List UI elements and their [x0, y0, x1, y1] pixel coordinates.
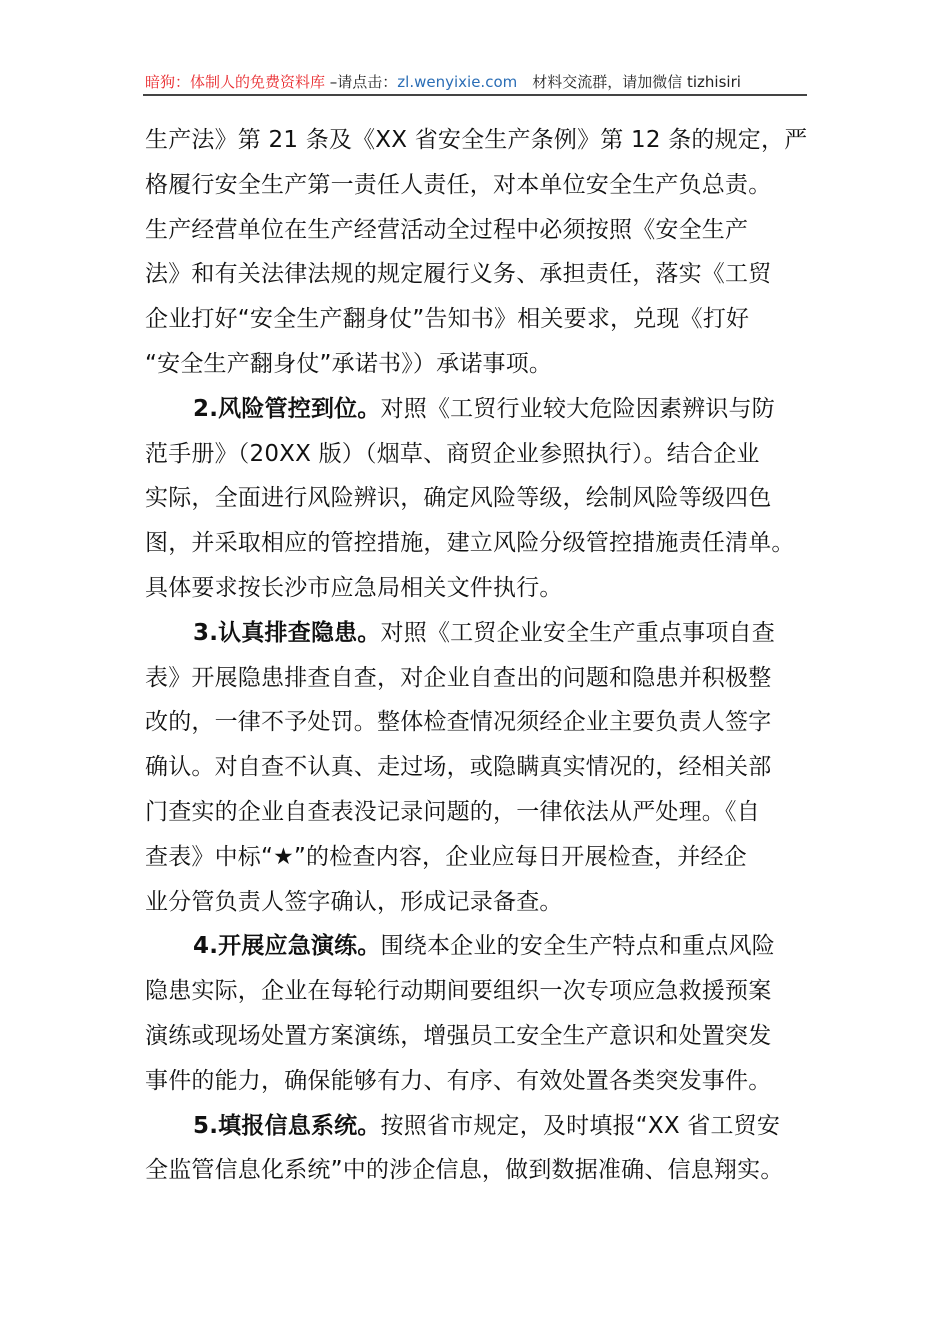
document-body — [145, 118, 825, 1193]
section-title: 4.开展应急演练。 — [193, 933, 381, 960]
text-line — [145, 835, 825, 880]
section-heading-line — [145, 1104, 825, 1149]
section-heading-line — [145, 387, 825, 432]
line-text: 格履行安全生产第一责任人责任，对本单位安全生产负总责。 — [145, 171, 772, 198]
site-link[interactable]: zl.wenyixie.com — [397, 73, 518, 91]
line-text: 生产经营单位在生产经营活动全过程中必须按照《安全生产 — [145, 216, 749, 243]
line-text: 实际，全面进行风险辨识，确定风险等级，绘制风险等级四色 — [145, 485, 772, 512]
text-line — [145, 297, 825, 342]
line-text: 业分管负责人签字确认，形成记录备查。 — [145, 888, 563, 915]
line-text: 表》开展隐患排查自查，对企业自查出的问题和隐患并积极整 — [145, 664, 772, 691]
page-header — [145, 70, 807, 94]
header-divider — [143, 94, 807, 96]
line-text: 事件的能力，确保能够有力、有序、有效处置各类突发事件。 — [145, 1067, 772, 1094]
text-line — [145, 118, 825, 163]
line-text: “安全生产翻身仗”承诺书》）承诺事项。 — [145, 350, 553, 377]
line-text: 演练或现场处置方案演练，增强员工安全生产意识和处置突发 — [145, 1022, 772, 1049]
line-text: 具体要求按长沙市应急局相关文件执行。 — [145, 574, 563, 601]
text-line — [145, 163, 825, 208]
text-line — [145, 521, 825, 566]
section-heading-line — [145, 611, 825, 656]
line-text: 确认。对自查不认真、走过场，或隐瞒真实情况的，经相关部 — [145, 754, 772, 781]
text-line — [145, 969, 825, 1014]
line-text: 图，并采取相应的管控措施，建立风险分级管控措施责任清单。 — [145, 530, 795, 557]
text-line — [145, 476, 825, 521]
text-line — [145, 880, 825, 925]
click-prompt: –请点击： — [325, 73, 398, 91]
text-line — [145, 252, 825, 297]
text-line — [145, 1059, 825, 1104]
line-text: 全监管信息化系统”中的涉企信息，做到数据准确、信息翔实。 — [145, 1157, 784, 1184]
line-text: 按照省市规定，及时填报“XX 省工贸安 — [380, 1112, 781, 1139]
text-line — [145, 432, 825, 477]
line-text: 范手册》（20XX 版）（烟草、商贸企业参照执行）。结合企业 — [145, 440, 760, 467]
text-line — [145, 1014, 825, 1059]
text-line — [145, 208, 825, 253]
line-text: 查表》中标“★”的检查内容，企业应每日开展检查，并经企 — [145, 843, 747, 870]
text-line — [145, 745, 825, 790]
line-text: 对照《工贸企业安全生产重点事项自查 — [380, 619, 775, 646]
text-line — [145, 566, 825, 611]
text-line — [145, 700, 825, 745]
text-line — [145, 656, 825, 701]
line-text: 改的，一律不予处罚。整体检查情况须经企业主要负责人签字 — [145, 709, 772, 736]
text-line — [145, 342, 825, 387]
section-title: 3.认真排查隐患。 — [193, 619, 381, 646]
line-text: 生产法》第 21 条及《XX 省安全生产条例》第 12 条的规定，严 — [145, 127, 808, 153]
section-title: 5.填报信息系统。 — [193, 1112, 381, 1139]
line-text: 门查实的企业自查表没记录问题的，一律依法从严处理。《自 — [145, 798, 760, 825]
group-note: 材料交流群，请加微信 tizhisiri — [517, 73, 741, 91]
line-text: 对照《工贸行业较大危险因素辨识与防 — [380, 395, 775, 422]
line-text: 法》和有关法律法规的规定履行义务、承担责任，落实《工贸 — [145, 261, 772, 288]
line-text: 隐患实际，企业在每轮行动期间要组织一次专项应急救援预案 — [145, 978, 772, 1005]
section-title: 2.风险管控到位。 — [193, 395, 381, 422]
text-line — [145, 790, 825, 835]
line-text: 围绕本企业的安全生产特点和重点风险 — [380, 933, 775, 960]
section-heading-line — [145, 924, 825, 969]
site-name: 暗狗：体制人的免费资料库 — [145, 73, 326, 91]
line-text: 企业打好“安全生产翻身仗”告知书》相关要求，兑现《打好 — [145, 306, 750, 333]
text-line — [145, 1148, 825, 1193]
